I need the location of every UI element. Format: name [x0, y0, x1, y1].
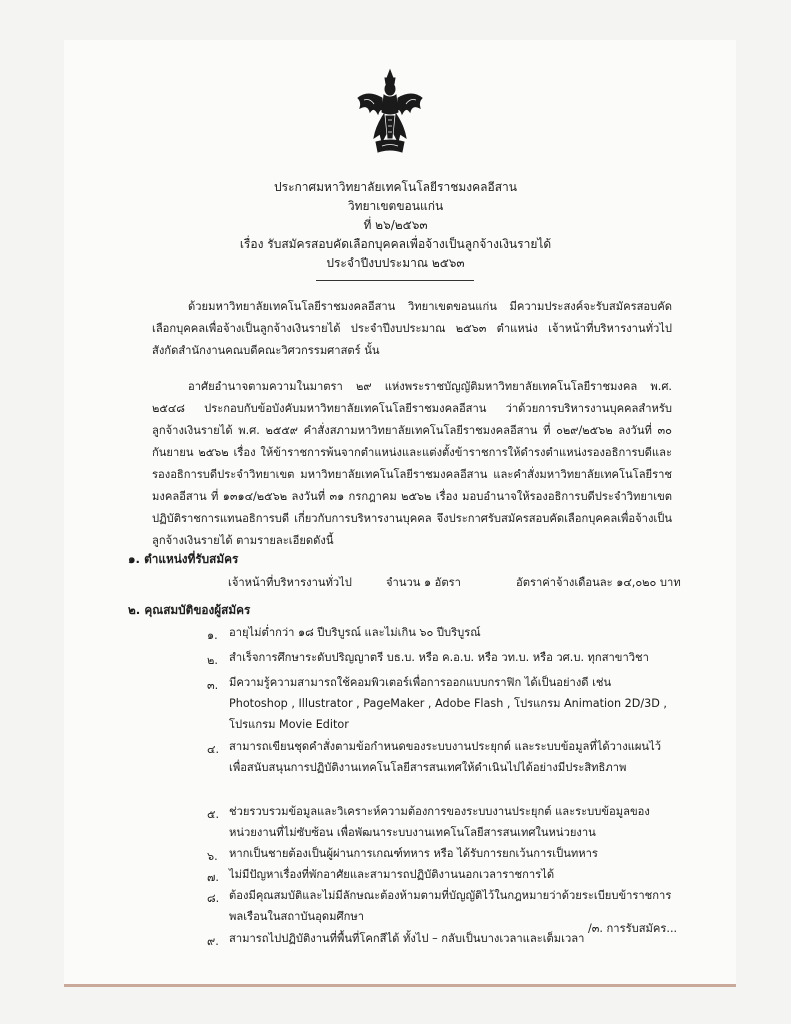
intro-paragraph: ด้วยมหาวิทยาลัยเทคโนโลยีราชมงคลอีสาน วิทยาเขตขอนแก่น มีความประสงค์จะรับสมัครสอบคัดเลือกบุคคลเพื่อจ้างเป็นลูกจ้างเงินรายได้ ประจำปีงบประมาณ ๒๕๖๓ ตำแหน่ง เจ้าหน้าที่บริหารงานทั่วไป สังกัดสำนักงานคณบดีคณะวิศวกรรมศาสตร์ นั้น	[152, 300, 672, 357]
position-count: จำนวน ๑ อัตรา	[386, 576, 461, 589]
qualification-number: ๘.	[207, 892, 220, 905]
announcement-issuer: ประกาศมหาวิทยาลัยเทคโนโลยีราชมงคลอีสาน	[274, 180, 517, 194]
qualification-item	[229, 622, 689, 643]
position-salary: อัตราค่าจ้างเดือนละ ๑๔,๐๒๐ บาท	[516, 576, 681, 589]
qualification-item	[229, 843, 689, 864]
qualification-line: ไม่มีปัญหาเรื่องที่พักอาศัยและสามารถปฏิบัติงานนอกเวลาราชการได้	[229, 868, 555, 881]
qualification-line: หน่วยงานที่ไม่ซับซ้อน เพื่อพัฒนาระบบงานเทคโนโลยีสารสนเทศในหน่วยงาน	[229, 826, 596, 839]
qualification-item	[229, 647, 689, 668]
qualification-line: สามารถไปปฏิบัติงานที่พื้นที่โคกสีได้ ทั้งไป – กลับเป็นบางเวลาและเต็มเวลา	[229, 932, 585, 945]
qualification-line: สำเร็จการศึกษาระดับปริญญาตรี บธ.บ. หรือ ค.อ.บ. หรือ วท.บ. หรือ วศ.บ. ทุกสาขาวิชา	[229, 651, 649, 664]
qualification-item	[229, 864, 689, 885]
qualification-number: ๑.	[207, 629, 218, 642]
qualification-line: หากเป็นชายต้องเป็นผู้ผ่านการเกณฑ์ทหาร หรือ ได้รับการยกเว้นการเป็นทหาร	[229, 847, 598, 860]
qualification-number: ๙.	[207, 935, 219, 948]
authority-paragraph: อาศัยอำนาจตามความในมาตรา ๒๙ แห่งพระราชบัญญัติมหาวิทยาลัยเทคโนโลยีราชมงคล พ.ศ. ๒๕๔๘ ประกอบกับข้อบังคับมหาวิทยาลัยเทคโนโลยีราชมงคลอีสาน ว่าด้วยการบริหารงานบุคคลสำหรับลูกจ้างเงินรายได้ พ.ศ. ๒๕๕๙ คำสั่งสภามหาวิทยาลัยเทคโนโลยีราชมงคลอีสาน ที่ ๐๒๙/๒๕๖๒ ลงวันที่ ๓๐ กันยายน ๒๕๖๒ เรื่อง ให้ข้าราชการพ้นจากตำแหน่งและแต่งตั้งข้าราชการให้ดำรงตำแหน่งรองอธิการบดีและรองอธิการบดีประจำวิทยาเขต มหาวิทยาลัยเทคโนโลยีราชมงคลอีสาน และคำสั่งมหาวิทยาลัยเทคโนโลยีราชมงคลอีสาน ที่ ๑๓๑๔/๒๕๖๒ ลงวันที่ ๓๑ กรกฎาคม ๒๕๖๒ เรื่อง มอบอำนาจให้รองอธิการบดีประจำวิทยาเขตปฏิบัติราชการแทนอธิการบดี เกี่ยวกับการบริหารงานบุคคล จึงประกาศรับสมัครสอบคัดเลือกบุคคลเพื่อจ้างเป็นลูกจ้างเงินรายได้ ตามรายละเอียดดังนี้	[152, 380, 672, 547]
section-heading-position: ๑. ตำแหน่งที่รับสมัคร	[128, 552, 239, 566]
continued-marker: /๓. การรับสมัคร...	[588, 922, 678, 935]
qualification-line: อายุไม่ต่ำกว่า ๑๘ ปีบริบูรณ์ และไม่เกิน ๖๐ ปีบริบูรณ์	[229, 626, 481, 639]
campus-name: วิทยาเขตขอนแก่น	[347, 199, 444, 213]
qualification-number: ๗.	[207, 871, 219, 884]
announcement-subject: เรื่อง รับสมัครสอบคัดเลือกบุคคลเพื่อจ้างเป็นลูกจ้างเงินรายได้	[239, 237, 552, 251]
qualification-item	[229, 801, 689, 843]
qualification-line: ช่วยรวบรวมข้อมูลและวิเคราะห์ความต้องการของระบบงานประยุกต์ และระบบข้อมูลของ	[229, 805, 650, 818]
page-bottom-edge	[64, 984, 736, 987]
qualification-number: ๒.	[207, 654, 218, 667]
announcement-number: ที่ ๒๖/๒๕๖๓	[363, 218, 428, 232]
qualification-line: พลเรือนในสถาบันอุดมศึกษา	[229, 910, 365, 923]
qualification-line: Photoshop , Illustrator , PageMaker , Adobe Flash , โปรแกรม Animation 2D/3D ,	[229, 697, 667, 710]
qualification-line: ต้องมีคุณสมบัติและไม่มีลักษณะต้องห้ามตามที่บัญญัติไว้ในกฎหมายว่าด้วยระเบียบข้าราชการ	[229, 889, 672, 902]
qualification-item	[229, 672, 689, 735]
qualification-number: ๓.	[207, 679, 219, 692]
qualification-line: เพื่อสนับสนุนการปฏิบัติงานเทคโนโลยีสารสนเทศให้ดำเนินไปได้อย่างมีประสิทธิภาพ	[229, 761, 627, 774]
qualification-line: โปรแกรม Movie Editor	[229, 718, 349, 731]
qualification-line: มีความรู้ความสามารถใช้คอมพิวเตอร์เพื่อการออกแบบกราฟิก ได้เป็นอย่างดี เช่น	[229, 676, 612, 689]
qualification-item	[229, 736, 689, 778]
fiscal-year: ประจำปีงบประมาณ ๒๕๖๓	[326, 256, 465, 270]
qualification-line: สามารถเขียนชุดคำสั่งตามข้อกำหนดของระบบงานประยุกต์ และระบบข้อมูลที่ได้วางแผนไว้	[229, 740, 661, 753]
qualification-number: ๕.	[207, 808, 220, 821]
qualification-number: ๔.	[207, 743, 220, 756]
section-heading-qualifications: ๒. คุณสมบัติของผู้สมัคร	[128, 603, 251, 617]
garuda-emblem-icon	[354, 68, 426, 156]
qualification-number: ๖.	[207, 850, 218, 863]
header-divider	[316, 280, 474, 281]
position-title: เจ้าหน้าที่บริหารงานทั่วไป	[228, 576, 352, 589]
